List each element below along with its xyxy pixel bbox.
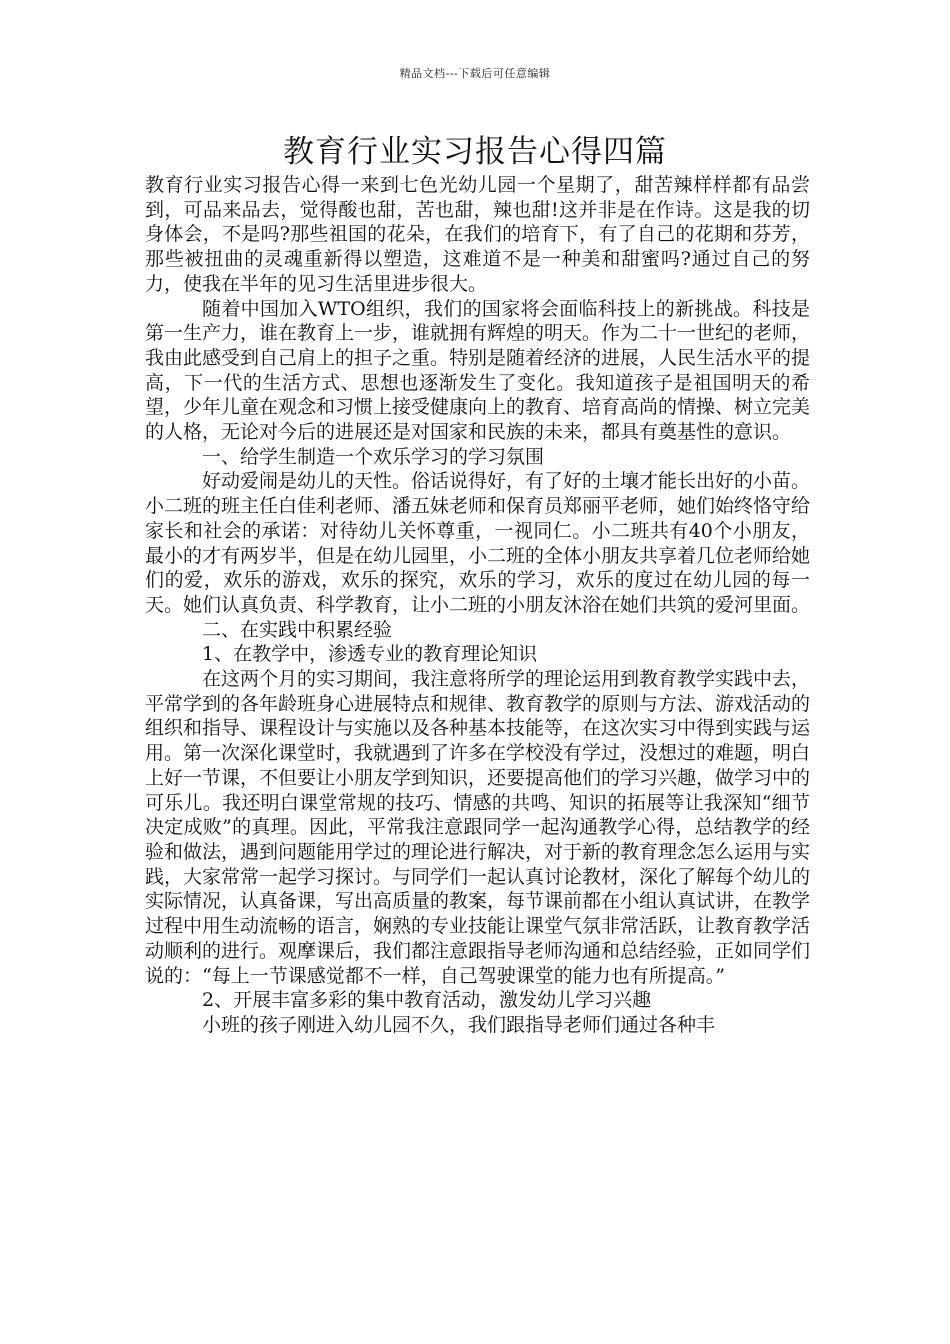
subsection-heading-1: 1、在教学中，渗透专业的教育理论知识 [202,643,538,666]
paragraph-class-two: 好动爱闹是幼儿的天性。俗话说得好，有了好的土壤才能长出好的小苗。小二班的班主任白佳利老师、潘五妹老师和保育员郑丽平老师，她们始终恪守给家长和社会的承诺：对待幼儿关怀尊重，一视同仁。小二班共有40个小朋友，最小的才有两岁半，但是在幼儿园里，小二班的全体小朋友共享着几位老师给她们的爱，欢乐的游戏，欢乐的探究，欢乐的学习，欢乐的度过在幼儿园的每一天。她们认真负责、科学教育，让小二班的小朋友沐浴在她们共筑的爱河里面。 [145,470,811,616]
subsection-heading-2: 2、开展丰富多彩的集中教育活动，激发幼儿学习兴趣 [202,989,652,1012]
paragraph-wto: 随着中国加入WTO组织，我们的国家将会面临科技上的新挑战。科技是第一生产力，谁在教育上一步，谁就拥有辉煌的明天。作为二十一世纪的老师，我由此感受到自己肩上的担子之重。特别是随着经济的进展，人民生活水平的提高，下一代的生活方式、思想也逐渐发生了变化。我知道孩子是祖国明天的希望，少年儿童在观念和习惯上接受健康向上的教育、培育高尚的情操、树立完美的人格，无论对今后的进展还是对国家和民族的未来，都具有奠基性的意识。 [145,297,811,444]
section-heading-2: 二、在实践中积累经验 [202,618,393,641]
page-header: 精品文档---下载后可任意编辑 [399,67,551,80]
paragraph-intro: 教育行业实习报告心得一来到七色光幼儿园一个星期了，甜苦辣样样都有品尝到，可品来品去，觉得酸也甜，苦也甜，辣也甜!这并非是在作诗。这是我的切身体会，不是吗?那些祖国的花朵，在我们的培育下，有了自己的花期和芬芳，那些被扭曲的灵魂重新得以塑造，这难道不是一种美和甜蜜吗?通过自己的努力，使我在半年的见习生活里进步很大。 [145,174,810,295]
section-heading-1: 一、给学生制造一个欢乐学习的学习氛围 [202,445,545,468]
document-title: 教育行业实习报告心得四篇 [283,134,667,170]
document-body [145,173,810,1038]
paragraph-activities: 小班的孩子刚进入幼儿园不久，我们跟指导老师们通过各种丰 [202,1013,716,1036]
paragraph-practice: 在这两个月的实习期间，我注意将所学的理论运用到教育教学实践中去，平常学到的各年龄班身心进展特点和规律、教育教学的原则与方法、游戏活动的组织和指导、课程设计与实施以及各种基本技能等，在这次实习中得到实践与运用。第一次深化课堂时，我就遇到了许多在学校没有学过，没想过的难题，明白上好一节课，不但要让小朋友学到知识，还要提高他们的学习兴趣，做学习中的可乐儿。我还明白课堂常规的技巧、情感的共鸣、知识的拓展等让我深知“细节决定成败”的真理。因此，平常我注意跟同学一起沟通教学心得，总结教学的经验和做法，遇到问题能用学过的理论进行解决，对于新的教育理念怎么运用与实践，大家常常一起学习探讨。与同学们一起认真讨论教材，深化了解每个幼儿的实际情况，认真备课，写出高质量的教案，每节课前都在小组认真试讲，在教学过程中用生动流畅的语言，娴熟的专业技能让课堂气氛非常活跃，让教育教学活动顺利的进行。观摩课后，我们都注意跟指导老师沟通和总结经验，正如同学们说的：“每上一节课感觉都不一样，自己驾驶课堂的能力也有所提高。” [145,668,811,987]
